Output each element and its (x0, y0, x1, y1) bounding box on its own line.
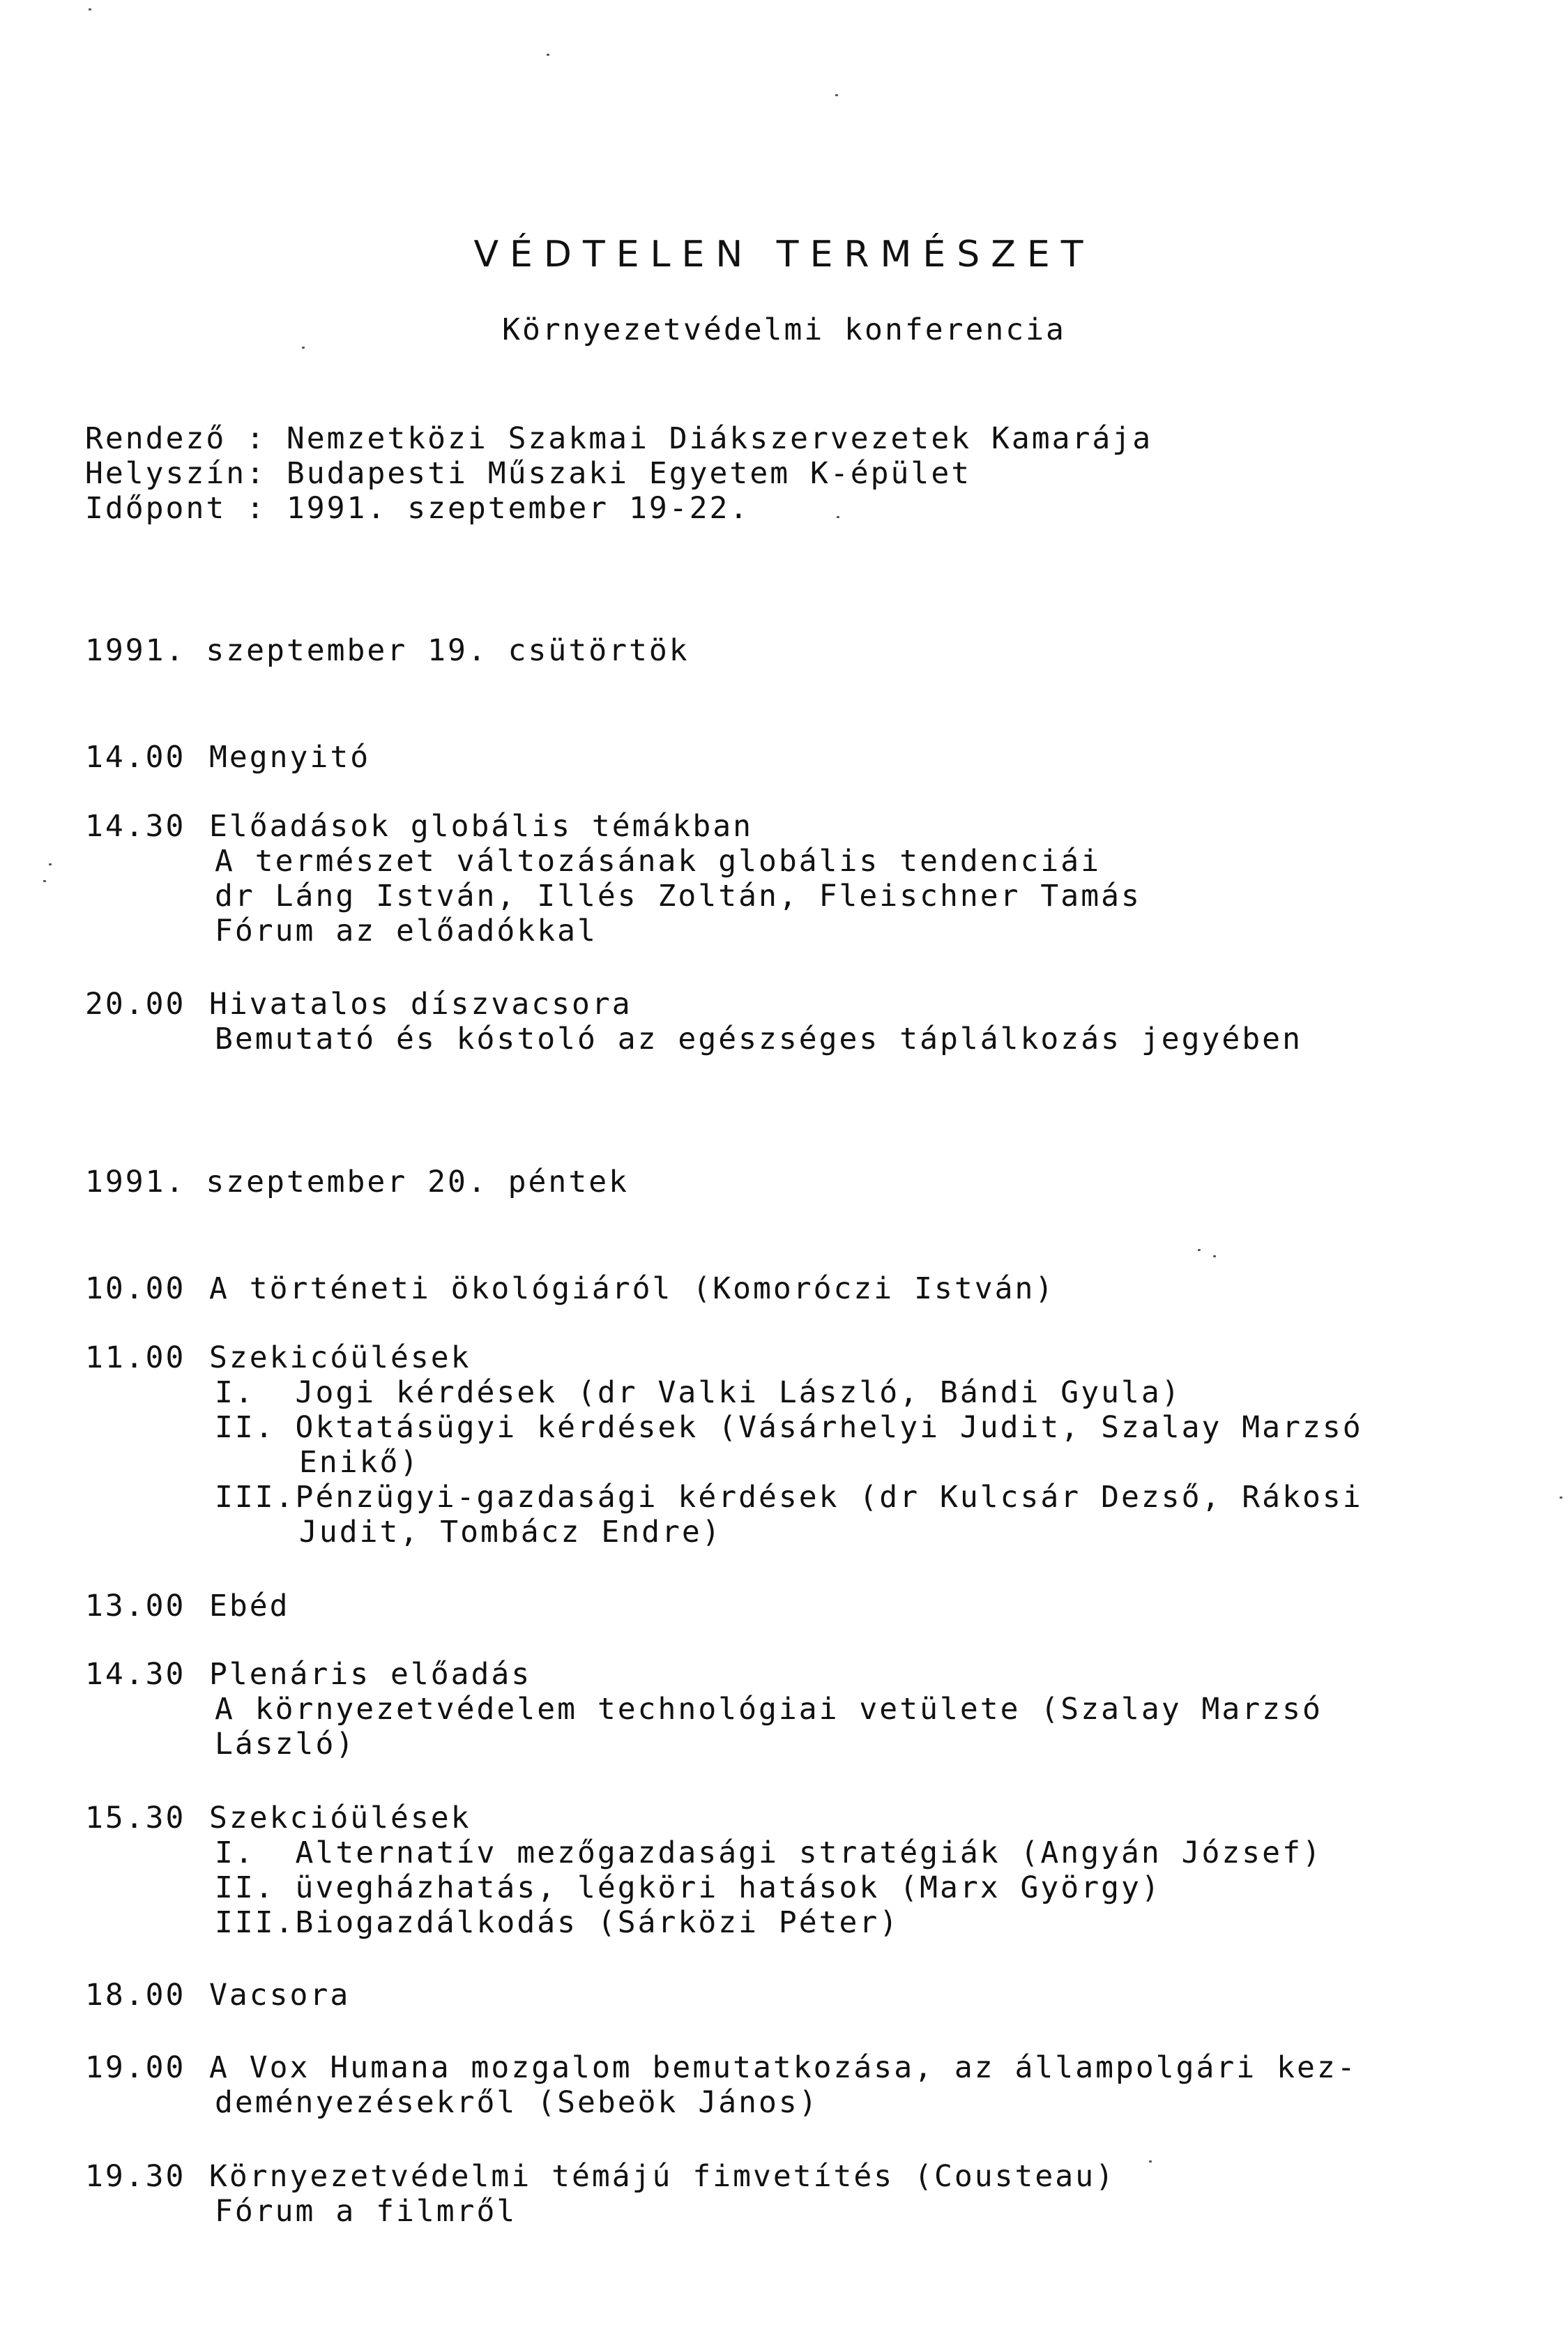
item-detail: II. Oktatásügyi kérdések (Vásárhelyi Judit, Szalay Marzsó (215, 1410, 1363, 1445)
scan-speck (43, 880, 46, 882)
item-detail: II. üvegházhatás, légköri hatások (Marx György) (215, 1870, 1162, 1905)
document-title: VÉDTELEN TERMÉSZET (473, 234, 1095, 275)
day1-heading: 1991. szeptember 19. csütörtök (85, 633, 690, 668)
item-detail: A környezetvédelem technológiai vetülete (Szalay Marzsó (215, 1692, 1323, 1727)
item-title: Hivatalos díszvacsora (209, 987, 632, 1022)
scan-speck (1213, 1255, 1216, 1257)
date-row (85, 491, 1152, 526)
item-time: 20.00 (85, 987, 186, 1022)
item-time: 15.30 (85, 1801, 186, 1835)
document-subtitle: Környezetvédelmi konferencia (502, 312, 1066, 347)
schedule-item (85, 1657, 1479, 1762)
item-time: 14.30 (85, 809, 186, 844)
scan-speck (1198, 1249, 1201, 1251)
item-title: Szekcióülések (209, 1801, 471, 1835)
schedule-item (85, 2050, 1479, 2120)
item-title: Környezetvédelmi témájú fimvetítés (Cousteau) (209, 2159, 1116, 2194)
schedule-item (85, 987, 1479, 1057)
scan-speck (547, 54, 549, 56)
scan-speck (49, 863, 52, 865)
schedule-item (85, 1978, 1479, 2013)
item-title: Vacsora (209, 1978, 351, 2013)
venue-row (85, 456, 1152, 491)
event-info (85, 421, 1152, 526)
item-title: A Vox Humana mozgalom bemutatkozása, az állampolgári kez- (209, 2050, 1357, 2085)
venue-label: Helyszín: (85, 456, 266, 491)
item-title: A történeti ökológiáról (Komoróczi István) (209, 1271, 1056, 1306)
item-time: 13.00 (85, 1589, 186, 1623)
organizer-value: Nemzetközi Szakmai Diákszervezetek Kamarája (286, 421, 1153, 456)
item-detail: Fórum az előadókkal (215, 914, 597, 948)
item-detail: III.Biogazdálkodás (Sárközi Péter) (215, 1905, 900, 1940)
item-time: 14.00 (85, 740, 186, 775)
item-detail: Enikő) (299, 1445, 420, 1480)
schedule-item (85, 809, 1479, 948)
venue-value: Budapesti Műszaki Egyetem K-épület (286, 456, 972, 491)
item-detail: deményezésekről (Sebeök János) (215, 2085, 819, 2120)
item-detail: Fórum a filmről (215, 2194, 517, 2229)
item-detail: A természet változásának globális tendenciái (215, 844, 1102, 879)
item-detail: I. Jogi kérdések (dr Valki László, Bándi Gyula) (215, 1375, 1182, 1410)
item-detail: Judit, Tombácz Endre) (299, 1515, 722, 1550)
item-time: 18.00 (85, 1978, 186, 2013)
item-detail: III.Pénzügyi-gazdasági kérdések (dr Kulcsár Dezső, Rákosi (215, 1480, 1363, 1515)
item-detail: László) (215, 1727, 356, 1762)
item-detail: Bemutató és kóstoló az egészséges táplálkozás jegyében (215, 1022, 1302, 1057)
item-title: Plenáris előadás (209, 1657, 532, 1692)
schedule-item (85, 2159, 1479, 2229)
item-title: Szekicóülések (209, 1340, 471, 1375)
item-time: 10.00 (85, 1271, 186, 1306)
item-time: 14.30 (85, 1657, 186, 1692)
scan-speck (835, 94, 838, 96)
date-value: 1991. szeptember 19-22. (286, 491, 750, 526)
item-title: Megnyitó (209, 740, 371, 775)
date-label: Időpont : (85, 491, 266, 526)
item-title: Előadások globális témákban (209, 809, 753, 844)
schedule-item (85, 740, 1479, 775)
day2-heading: 1991. szeptember 20. péntek (85, 1165, 629, 1199)
schedule-item (85, 1801, 1479, 1940)
schedule-item (85, 1271, 1479, 1306)
organizer-row (85, 421, 1152, 456)
item-time: 19.00 (85, 2050, 186, 2085)
item-detail: I. Alternatív mezőgazdasági stratégiák (Angyán József) (215, 1835, 1323, 1870)
item-title: Ebéd (209, 1589, 290, 1623)
scan-speck (1560, 1497, 1562, 1499)
schedule-item (85, 1589, 1479, 1623)
scan-speck (89, 8, 91, 10)
schedule-item (85, 1340, 1479, 1550)
organizer-label: Rendező : (85, 421, 266, 456)
item-detail: dr Láng István, Illés Zoltán, Fleischner Tamás (215, 879, 1141, 914)
item-time: 19.30 (85, 2159, 186, 2194)
item-time: 11.00 (85, 1340, 186, 1375)
